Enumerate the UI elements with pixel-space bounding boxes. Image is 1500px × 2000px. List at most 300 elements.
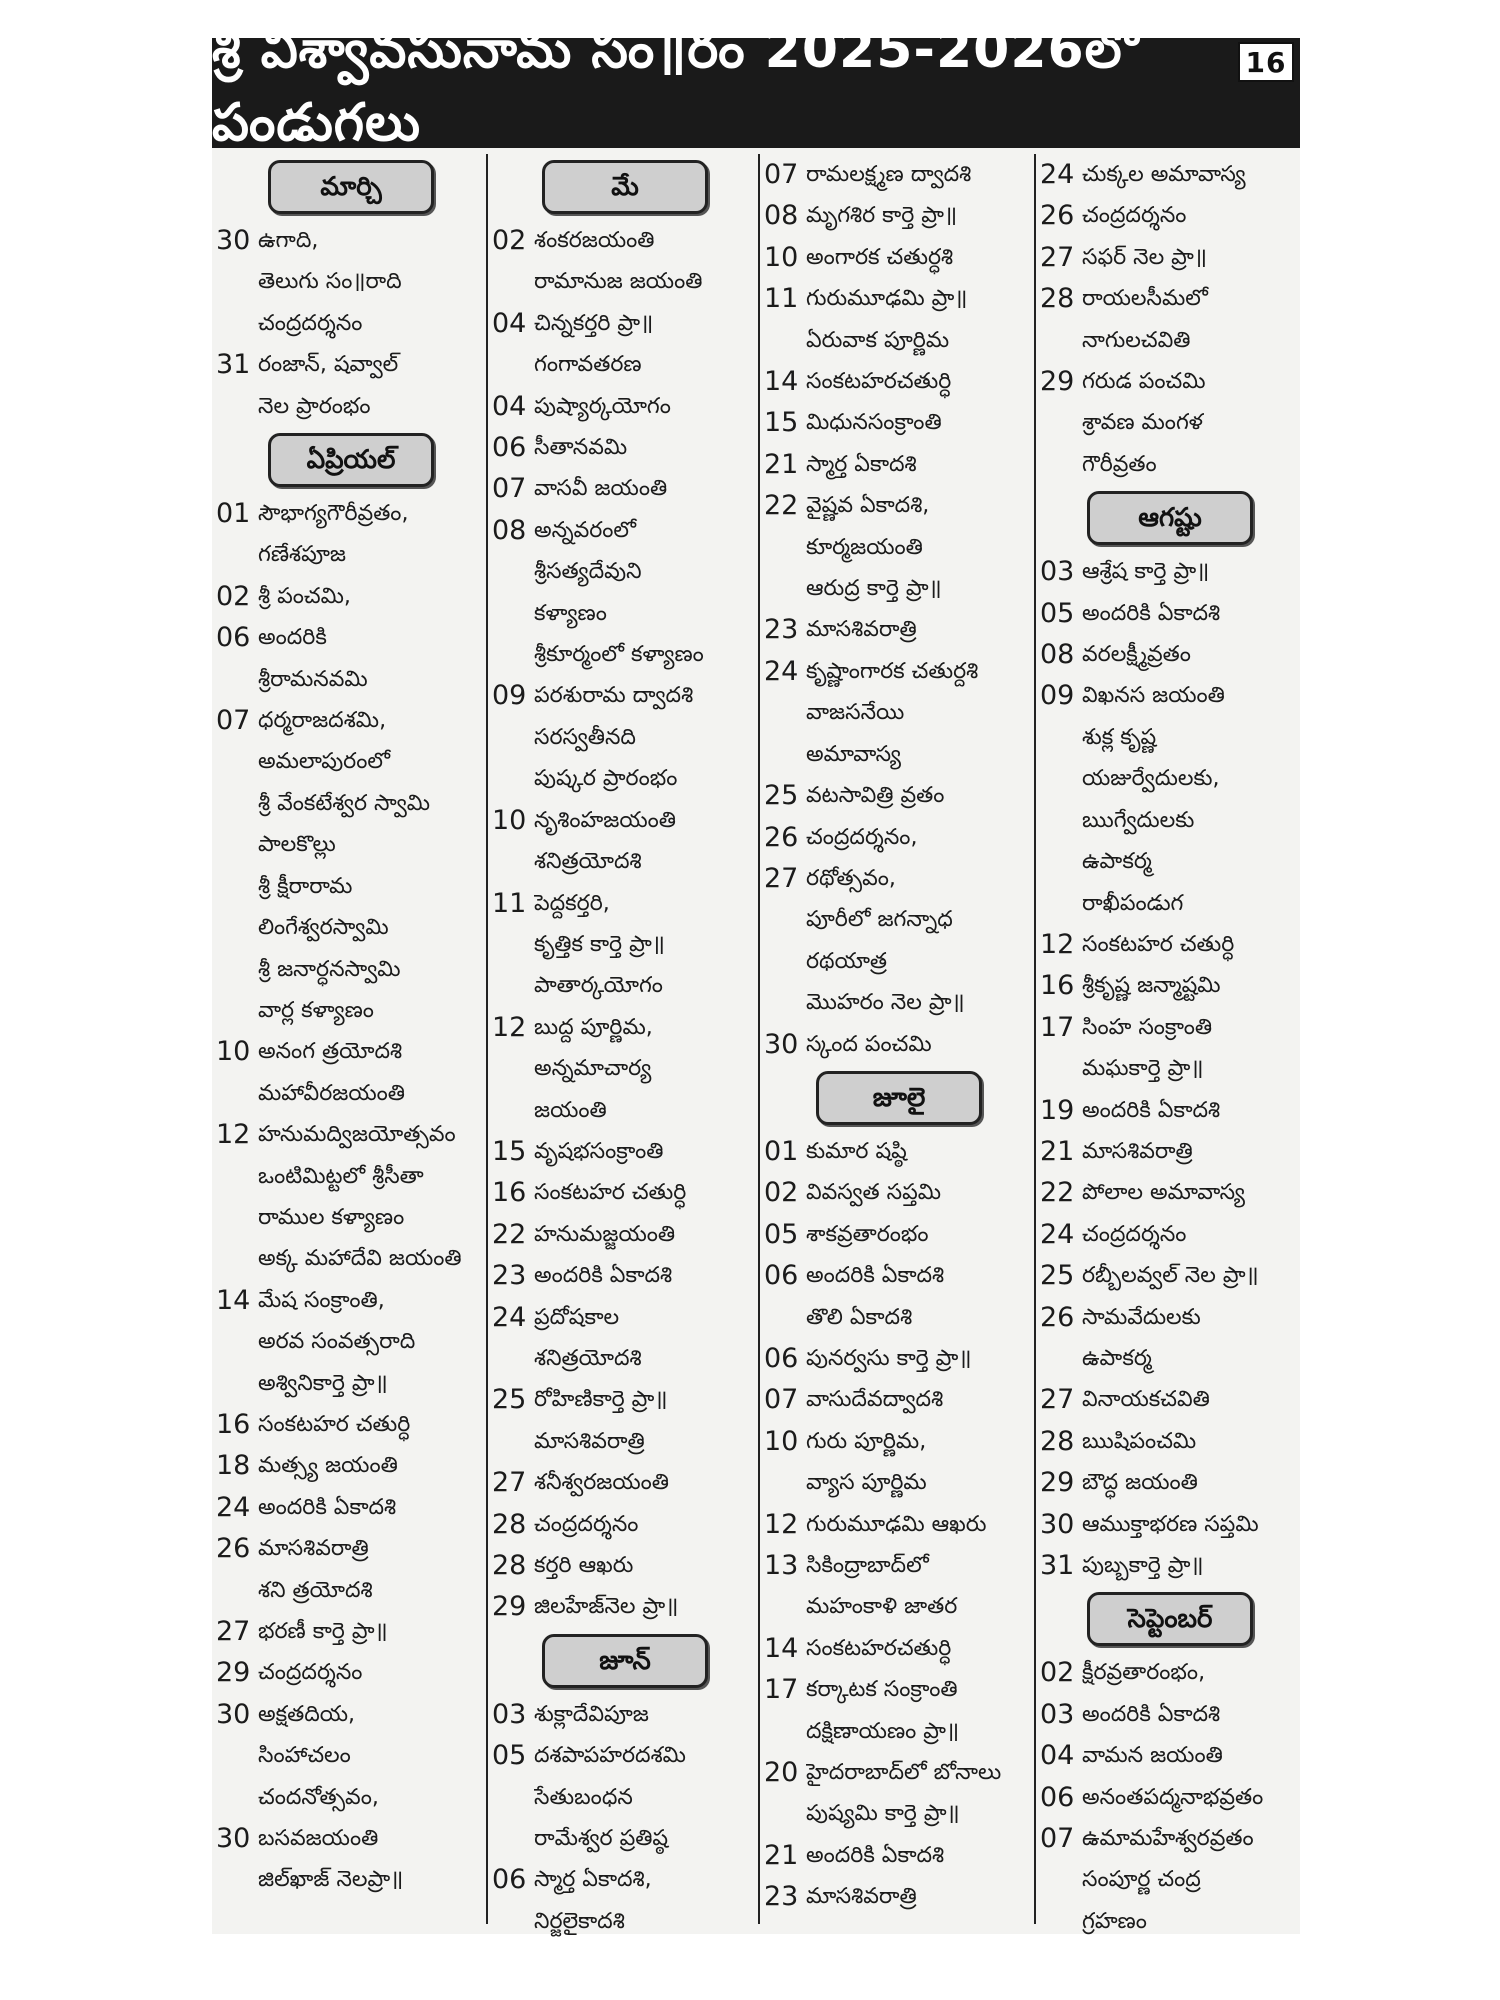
festival-name: మహావీరజయంతి (258, 1080, 405, 1106)
festival-name: అందరికి ఏకాదశి (1082, 600, 1221, 626)
festival-day: 04 (492, 307, 527, 339)
festival-day: 17 (1040, 1011, 1075, 1043)
festival-day: 29 (216, 1657, 251, 1689)
festival-day: 22 (492, 1218, 527, 1250)
festival-name: బుద్ద పూర్ణిమ, (534, 1014, 653, 1040)
festival-name: చుక్కల అమావాస్య (1082, 162, 1246, 187)
festival-entry (492, 1007, 758, 1048)
festival-name: అందరికి ఏకాదశి (258, 1494, 397, 1520)
festival-entry (764, 817, 1034, 858)
month-heading: సెప్టెంబర్ (1087, 1592, 1253, 1646)
festival-continuation (1040, 717, 1300, 758)
festival-entry (492, 1545, 758, 1586)
festival-day: 19 (1040, 1094, 1075, 1126)
festival-name: పాలకొల్లు (258, 832, 336, 858)
festival-name: ఆముక్తాభరణ సప్తమి (1082, 1511, 1259, 1537)
festival-entry (216, 1611, 486, 1652)
festival-entry (764, 651, 1034, 692)
festival-continuation (216, 1197, 486, 1238)
festival-entry (764, 1876, 1034, 1917)
festival-name: వివస్వత సప్తమి (806, 1180, 942, 1206)
festival-name: అక్షతదియ, (258, 1701, 356, 1727)
festival-name: చంద్రదర్శనం (1082, 1221, 1187, 1247)
festival-day: 31 (216, 349, 251, 381)
festival-day: 02 (216, 580, 251, 612)
festival-day: 02 (764, 1177, 799, 1209)
festival-name: నాగులచవితి (1082, 327, 1191, 353)
festival-day: 27 (764, 862, 799, 894)
festival-entry (492, 1694, 758, 1735)
festival-name: వటసావిత్రి వ్రతం (806, 783, 945, 809)
month-heading: మార్చి (268, 160, 434, 214)
festival-name: రామేశ్వర ప్రతిష్ఠ (534, 1826, 669, 1852)
festival-name: ఆశ్రేష కార్తె ప్రా॥ (1082, 559, 1210, 585)
festival-day: 26 (1040, 200, 1075, 232)
festival-day: 09 (492, 680, 527, 712)
festival-name: అన్నమాచార్య (534, 1056, 652, 1082)
festival-name: వాసుదేవద్వాదశి (806, 1387, 944, 1413)
festival-name: రథోత్సవం, (806, 865, 896, 891)
festival-entry (492, 1214, 758, 1255)
festival-continuation (764, 320, 1034, 361)
festival-name: సంకటహర చతుర్ధి (1082, 931, 1235, 957)
festival-name: రథయాత్ర (806, 948, 888, 974)
festival-day: 06 (492, 432, 527, 464)
festival-day: 01 (764, 1135, 799, 1167)
festival-name: పరశురామ ద్వాదశి (534, 683, 694, 709)
festival-day: 24 (1040, 159, 1075, 190)
festival-continuation (492, 841, 758, 882)
festival-continuation (764, 692, 1034, 733)
festival-name: అమలాపురంలో (258, 749, 391, 775)
festival-day: 12 (492, 1011, 527, 1043)
festival-day: 08 (1040, 639, 1075, 671)
festival-name: సరస్వతీనది (534, 724, 636, 750)
festival-name: రామలక్ష్మణ ద్వాదశి (806, 162, 972, 187)
festival-continuation (492, 1901, 758, 1942)
festival-name: గ్రహణం (1082, 1908, 1147, 1934)
festival-name: సంకటహరచతుర్ధి (806, 1635, 952, 1661)
festival-entry (216, 220, 486, 261)
festival-day: 07 (764, 1384, 799, 1416)
festival-day: 10 (764, 1425, 799, 1457)
festival-entry (216, 576, 486, 617)
festival-continuation (216, 534, 486, 575)
festival-name: చంద్రదర్శనం (258, 1660, 363, 1686)
festival-day: 06 (1040, 1781, 1075, 1813)
festival-entry (764, 609, 1034, 650)
festival-entry (492, 1172, 758, 1213)
festival-day: 07 (1040, 1823, 1075, 1855)
festival-name: వాజసనేయి (806, 700, 905, 726)
festival-name: మిధునసంక్రాంతి (806, 410, 942, 436)
festival-name: మహంకాళి జాతర (806, 1594, 958, 1620)
month-heading: ఆగష్టు (1087, 491, 1253, 545)
festival-day: 29 (492, 1591, 527, 1623)
month-heading: ఏప్రియల్ (268, 433, 434, 487)
festival-continuation (216, 866, 486, 907)
festival-entry (216, 1114, 486, 1155)
festival-day: 10 (216, 1036, 251, 1068)
festival-continuation (492, 1048, 758, 1089)
festival-continuation (1040, 320, 1300, 361)
festival-entry (764, 1628, 1034, 1669)
festival-name: సామవేదులకు (1082, 1304, 1201, 1330)
festival-name: భరణీ కార్తె ప్రా॥ (258, 1619, 388, 1644)
festival-name: శ్రీకృష్ణ జన్మాష్టమి (1082, 973, 1221, 999)
festival-entry (216, 1818, 486, 1859)
festival-day: 15 (492, 1135, 527, 1167)
festival-name: వార్ల కళ్యాణం (258, 997, 374, 1023)
festival-day: 17 (764, 1674, 799, 1706)
festival-entry (1040, 1504, 1300, 1545)
festival-continuation (216, 1735, 486, 1776)
festival-continuation (216, 386, 486, 427)
festival-day: 18 (216, 1450, 251, 1482)
festival-day: 03 (492, 1698, 527, 1730)
festival-entry (216, 1445, 486, 1486)
festival-entry (216, 1652, 486, 1693)
festival-name: స్మార్త ఏకాదశి (806, 451, 917, 477)
festival-entry (492, 510, 758, 551)
festival-name: పోలాల అమావాస్య (1082, 1180, 1245, 1206)
festival-name: రాఖీపండుగ (1082, 890, 1184, 916)
festival-continuation (216, 949, 486, 990)
festival-continuation (764, 527, 1034, 568)
festival-name: మేష సంక్రాంతి, (258, 1287, 385, 1313)
festival-name: కూర్మజయంతి (806, 534, 923, 560)
festival-day: 23 (492, 1260, 527, 1292)
festival-entry (492, 1297, 758, 1338)
festival-continuation (216, 907, 486, 948)
festival-entry (216, 1694, 486, 1735)
festival-entry (1040, 195, 1300, 236)
festival-entry (764, 1545, 1034, 1586)
page-title: శ్రీ విశ్వావసునామ సం॥రం 2025-2026లో పండుగలు (212, 20, 1140, 153)
festival-day: 21 (764, 448, 799, 480)
festival-name: తెలుగు సం॥రాది (258, 269, 402, 295)
festival-continuation (764, 1586, 1034, 1627)
festival-day: 07 (492, 473, 527, 505)
festival-name: వృషభసంక్రాంతి (534, 1138, 664, 1164)
festival-continuation (492, 634, 758, 675)
festival-day: 25 (764, 780, 799, 812)
festival-name: రామానుజ జయంతి (534, 269, 703, 295)
festival-name: విఖనస జయంతి (1082, 683, 1225, 709)
festival-entry (492, 386, 758, 427)
festival-name: జిలహేజ్‌నెల ప్రా॥ (534, 1594, 679, 1620)
festival-name: ధర్మరాజదశమి, (258, 708, 387, 734)
festival-name: అశ్వినికార్తె ప్రా॥ (258, 1370, 388, 1396)
festival-name: వినాయకచవితి (1082, 1387, 1210, 1413)
festival-name: శంకరజయంతి (534, 228, 655, 253)
festival-name: నెల ప్రారంభం (258, 393, 371, 419)
festival-day: 24 (216, 1491, 251, 1523)
festival-entry (764, 1379, 1034, 1420)
festival-entry (492, 1255, 758, 1296)
festival-day: 22 (764, 490, 799, 522)
month-heading: జూన్ (542, 1634, 708, 1688)
festival-entry (764, 1131, 1034, 1172)
festival-name: చంద్రదర్శనం (1082, 203, 1187, 229)
festival-day: 28 (1040, 1425, 1075, 1457)
festival-continuation (492, 758, 758, 799)
festival-entry (764, 237, 1034, 278)
festival-name: గురు పూర్ణిమ, (806, 1428, 927, 1454)
festival-name: శనిత్రయోదశి (534, 1345, 642, 1371)
festival-name: సేతుబంధన (534, 1784, 633, 1810)
festival-name: యజుర్వేదులకు, (1082, 766, 1220, 792)
festival-continuation (492, 261, 758, 302)
festival-name: మాసశివరాత్రి (1082, 1138, 1193, 1164)
festival-name: శ్రీ క్షీరారామ (258, 873, 353, 899)
festival-day: 01 (216, 498, 251, 530)
festival-day: 30 (764, 1028, 799, 1060)
festival-continuation (216, 1859, 486, 1900)
festival-day: 24 (764, 655, 799, 687)
festival-day: 20 (764, 1757, 799, 1789)
festival-entry (492, 1586, 758, 1627)
festival-entry (1040, 593, 1300, 634)
festival-day: 13 (764, 1550, 799, 1581)
festival-name: అందరికి ఏకాదశి (1082, 1701, 1221, 1727)
festival-name: రాయలసీమలో (1082, 286, 1208, 312)
festival-entry (1040, 1735, 1300, 1776)
festival-name: పుష్యమి కార్తె ప్రా॥ (806, 1801, 960, 1827)
festival-continuation (1040, 402, 1300, 443)
festival-entry (764, 775, 1034, 816)
festival-day: 27 (216, 1616, 251, 1647)
festival-continuation (492, 1090, 758, 1131)
festival-name: గురుమూఢమి ప్రా॥ (806, 286, 968, 312)
festival-name: శ్రీ పంచమి, (258, 583, 351, 609)
festival-name: మాసశివరాత్రి (806, 1884, 917, 1910)
festival-entry (764, 1752, 1034, 1793)
festival-name: శనిత్రయోదశి (534, 849, 642, 875)
festival-name: పాతార్కయోగం (534, 973, 663, 999)
festival-entry (492, 1504, 758, 1545)
festival-entry (764, 1255, 1034, 1296)
festival-name: నృశింహజయంతి (534, 807, 676, 833)
festival-continuation (1040, 1338, 1300, 1379)
festival-continuation (492, 1338, 758, 1379)
festival-name: మృగశిర కార్తె ప్రా॥ (806, 203, 958, 229)
festival-day: 27 (1040, 1384, 1075, 1416)
festival-continuation (764, 1462, 1034, 1503)
festival-continuation (216, 1321, 486, 1362)
month-heading: మే (542, 160, 708, 214)
festival-entry (764, 1172, 1034, 1213)
festival-name: చంద్రదర్శనం (258, 310, 363, 336)
festival-name: నిర్జలైకాదశి (534, 1908, 625, 1934)
festival-name: అందరికి (258, 625, 327, 651)
festival-name: మత్స్య జయంతి (258, 1453, 398, 1479)
festival-name: శ్రీ జనార్ధనస్వామి (258, 956, 401, 982)
festival-continuation (1040, 883, 1300, 924)
festival-name: అనంగ త్రయోదశి (258, 1039, 403, 1065)
festival-continuation (1040, 1901, 1300, 1942)
festival-continuation (1040, 758, 1300, 799)
festival-day: 16 (492, 1177, 527, 1209)
festival-entry (216, 1404, 486, 1445)
festival-day: 30 (216, 1823, 251, 1855)
festival-name: శని త్రయోదశి (258, 1577, 373, 1603)
festival-name: అందరికి ఏకాదశి (806, 1263, 945, 1289)
festival-name: పుష్యార్కయోగం (534, 393, 671, 419)
festival-continuation (216, 1073, 486, 1114)
festival-name: సంపూర్ణ చంద్ర (1082, 1867, 1201, 1893)
festival-day: 28 (492, 1550, 527, 1581)
festival-name: రబ్బీలవ్వల్ నెల ప్రా॥ (1082, 1263, 1259, 1289)
festival-entry (216, 1280, 486, 1321)
festival-name: సంకటహర చతుర్ధి (258, 1411, 411, 1437)
festival-continuation (1040, 1048, 1300, 1089)
festival-name: మఘకార్తె ప్రా॥ (1082, 1056, 1204, 1082)
festival-day: 15 (764, 407, 799, 439)
column-2 (486, 154, 758, 1934)
festival-name: సికింద్రాబాద్‌లో (806, 1553, 929, 1578)
festival-name: మొహరం నెల ప్రా॥ (806, 990, 965, 1016)
festival-entry (764, 402, 1034, 443)
festival-entry (1040, 1545, 1300, 1586)
festival-day: 24 (492, 1301, 527, 1333)
festival-name: క్షీరవ్రతారంభం, (1082, 1660, 1206, 1686)
festival-day: 02 (492, 225, 527, 256)
festival-name: ఏరువాక పూర్ణిమ (806, 327, 950, 353)
festival-day: 08 (492, 514, 527, 546)
festival-continuation (764, 1793, 1034, 1834)
festival-name: మాసశివరాత్రి (258, 1536, 369, 1562)
festival-entry (1040, 1255, 1300, 1296)
festival-name: ఉమామహేశ్వరవ్రతం (1082, 1826, 1254, 1852)
festival-name: చందనోత్సవం, (258, 1784, 379, 1810)
festival-entry (492, 427, 758, 468)
festival-continuation (492, 717, 758, 758)
festival-entry (216, 1031, 486, 1072)
festival-day: 03 (1040, 556, 1075, 588)
festival-name: ఉపాకర్మ (1082, 849, 1152, 875)
festival-entry (1040, 551, 1300, 592)
festival-name: జయంతి (534, 1097, 607, 1123)
festival-day: 14 (764, 1632, 799, 1664)
festival-name: సింహ సంక్రాంతి (1082, 1014, 1213, 1040)
festival-day: 24 (1040, 1218, 1075, 1250)
festival-name: సింహాచలం (258, 1743, 351, 1769)
festival-entry (492, 883, 758, 924)
festival-name: పునర్వసు కార్తె ప్రా॥ (806, 1345, 972, 1371)
festival-entry (492, 1462, 758, 1503)
festival-name: గణేశపూజ (258, 542, 346, 568)
festival-name: చంద్రదర్శనం, (806, 824, 918, 850)
festival-name: స్మార్త ఏకాదశి, (534, 1867, 652, 1893)
festival-name: అక్క మహాదేవి జయంతి (258, 1246, 462, 1272)
festival-day: 05 (764, 1218, 799, 1250)
column-3 (758, 154, 1034, 1924)
festival-name: దశపాపహరదశమి (534, 1743, 686, 1769)
festival-name: చంద్రదర్శనం (534, 1511, 639, 1537)
festival-day: 10 (492, 804, 527, 836)
festival-name: వాసవీ జయంతి (534, 476, 668, 502)
festival-name: కర్తరి ఆఖరు (534, 1553, 634, 1578)
festival-entry (1040, 154, 1300, 195)
festival-name: మాసశివరాత్రి (534, 1428, 645, 1454)
festival-entry (1040, 1379, 1300, 1420)
festival-entry (1040, 1131, 1300, 1172)
festival-continuation (764, 982, 1034, 1023)
festival-entry (1040, 1777, 1300, 1818)
festival-day: 30 (216, 1698, 251, 1730)
festival-day: 14 (764, 366, 799, 398)
festival-name: అన్నవరంలో (534, 517, 637, 543)
festival-day: 09 (1040, 680, 1075, 712)
festival-name: ఒంటిమిట్టలో శ్రీసీతా (258, 1163, 424, 1189)
festival-day: 05 (492, 1740, 527, 1772)
festival-day: 11 (492, 887, 527, 919)
festival-name: ఆరుద్ర కార్తె ప్రా॥ (806, 576, 942, 602)
festival-continuation (216, 741, 486, 782)
festival-name: హనుమద్విజయోత్సవం (258, 1122, 456, 1148)
festival-entry (764, 361, 1034, 402)
festival-day: 29 (1040, 1467, 1075, 1499)
festival-name: అంగారక చతుర్ధశి (806, 244, 954, 270)
festival-name: కుమార షష్ఠి (806, 1138, 907, 1164)
festival-name: ఋగ్వేదులకు (1082, 807, 1195, 833)
festival-day: 08 (764, 200, 799, 232)
festival-continuation (764, 899, 1034, 940)
festival-day: 29 (1040, 366, 1075, 398)
festival-name: శ్రీకూర్మంలో కళ్యాణం (534, 642, 704, 668)
festival-day: 12 (216, 1119, 251, 1151)
festival-continuation (216, 1570, 486, 1611)
festival-name: మాసశివరాత్రి (806, 617, 917, 643)
festival-continuation (492, 344, 758, 385)
festival-name: కృష్ణాంగారక చతుర్దశి (806, 658, 979, 684)
festival-name: సౌభాగ్యగౌరీవ్రతం, (258, 501, 409, 527)
festival-day: 22 (1040, 1177, 1075, 1209)
festival-entry (1040, 1652, 1300, 1693)
festival-continuation (764, 941, 1034, 982)
festival-name: తొలి ఏకాదశి (806, 1304, 913, 1330)
festival-day: 21 (764, 1839, 799, 1871)
festival-name: అందరికి ఏకాదశి (1082, 1097, 1221, 1123)
festival-entry (492, 303, 758, 344)
festival-name: అమావాస్య (806, 741, 901, 767)
festival-day: 30 (216, 225, 251, 256)
festival-name: వామన జయంతి (1082, 1743, 1223, 1769)
festival-entry (492, 468, 758, 509)
festival-continuation (216, 990, 486, 1031)
festival-name: కళ్యాణం (534, 600, 607, 626)
festival-name: వైష్ణవ ఏకాదశి, (806, 493, 930, 519)
festival-entry (764, 1338, 1034, 1379)
festival-continuation (492, 551, 758, 592)
festival-day: 16 (216, 1408, 251, 1440)
festival-entry (492, 675, 758, 716)
festival-day: 06 (216, 622, 251, 654)
festival-name: కృత్తిక కార్తె ప్రా॥ (534, 931, 665, 957)
festival-name: రంజాన్, షవ్వాల్ (258, 352, 399, 378)
festival-continuation (216, 783, 486, 824)
festival-name: శనీశ్వరజయంతి (534, 1470, 669, 1496)
festival-continuation (1040, 800, 1300, 841)
festival-continuation (1040, 841, 1300, 882)
page-number: 16 (1238, 42, 1294, 82)
festival-entry (1040, 1214, 1300, 1255)
festival-entry (492, 220, 758, 261)
festival-day: 25 (1040, 1260, 1075, 1292)
festival-entry (216, 1528, 486, 1569)
festival-continuation (492, 924, 758, 965)
